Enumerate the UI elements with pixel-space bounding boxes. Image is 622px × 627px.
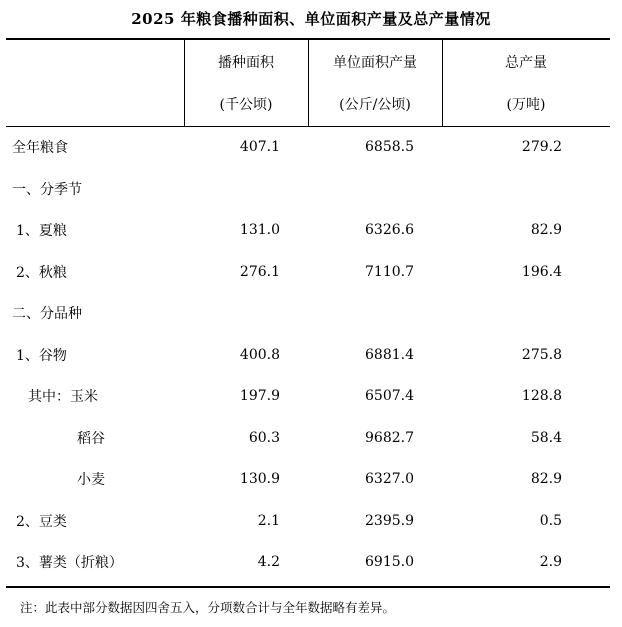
header-output-unit: (万吨) bbox=[506, 97, 546, 113]
cell-yield: 9682.7 bbox=[365, 429, 414, 446]
cell-output: 275.8 bbox=[521, 346, 562, 363]
cell-area: 407.1 bbox=[239, 139, 280, 155]
header-area: 播种面积 bbox=[218, 55, 274, 71]
table-row bbox=[6, 469, 610, 511]
cell-output: 0.5 bbox=[539, 512, 562, 529]
row-label: 稻谷 bbox=[77, 430, 105, 447]
cell-output: 279.2 bbox=[521, 139, 562, 155]
table-row bbox=[6, 179, 610, 221]
row-label: 一、分季节 bbox=[12, 181, 82, 198]
cell-area: 131.0 bbox=[239, 222, 280, 238]
header-output: 总产量 bbox=[505, 55, 547, 71]
header-yield-unit: (公斤/公顷) bbox=[339, 97, 411, 113]
cell-area: 60.3 bbox=[248, 429, 280, 446]
header-area-unit: (千公顷) bbox=[219, 97, 273, 113]
table-row bbox=[6, 552, 610, 594]
row-label: 1、夏粮 bbox=[16, 223, 67, 239]
cell-yield: 6326.6 bbox=[365, 222, 414, 238]
grain-table bbox=[6, 38, 610, 588]
cell-yield: 6858.5 bbox=[365, 139, 414, 155]
cell-area: 2.1 bbox=[257, 512, 280, 529]
cell-output: 58.4 bbox=[530, 429, 562, 446]
cell-area: 4.2 bbox=[257, 554, 280, 570]
table-title: 2025 年粮食播种面积、单位面积产量及总产量情况 bbox=[131, 10, 491, 28]
cell-yield: 6881.4 bbox=[365, 346, 414, 363]
cell-output: 128.8 bbox=[521, 388, 562, 404]
row-label: 2、豆类 bbox=[16, 513, 67, 530]
row-label: 小麦 bbox=[77, 472, 105, 488]
table-row bbox=[6, 137, 610, 179]
cell-yield: 2395.9 bbox=[365, 512, 414, 529]
cell-output: 82.9 bbox=[530, 471, 562, 487]
row-label: 其中：玉米 bbox=[28, 389, 98, 405]
table-row bbox=[6, 511, 610, 553]
row-label: 1、谷物 bbox=[16, 347, 67, 364]
table-row bbox=[6, 386, 610, 428]
table-row bbox=[6, 303, 610, 345]
table-row bbox=[6, 428, 610, 470]
cell-area: 197.9 bbox=[239, 388, 280, 404]
row-label: 3、薯类（折粮） bbox=[16, 555, 123, 571]
cell-yield: 7110.7 bbox=[365, 263, 414, 280]
row-label: 二、分品种 bbox=[12, 306, 82, 322]
cell-yield: 6915.0 bbox=[365, 554, 414, 570]
cell-output: 2.9 bbox=[539, 554, 562, 570]
footnote: 注：此表中部分数据因四舍五入，分项数合计与全年数据略有差异。 bbox=[20, 600, 396, 615]
row-label: 全年粮食 bbox=[12, 140, 68, 156]
cell-output: 82.9 bbox=[530, 222, 562, 238]
table-row bbox=[6, 262, 610, 304]
header-yield: 单位面积产量 bbox=[333, 55, 417, 71]
cell-area: 130.9 bbox=[239, 471, 280, 487]
cell-yield: 6507.4 bbox=[365, 388, 414, 404]
table-row bbox=[6, 345, 610, 387]
table-row bbox=[6, 220, 610, 262]
cell-area: 276.1 bbox=[239, 263, 280, 280]
cell-yield: 6327.0 bbox=[365, 471, 414, 487]
row-label: 2、秋粮 bbox=[16, 264, 67, 281]
cell-area: 400.8 bbox=[239, 346, 280, 363]
cell-output: 196.4 bbox=[521, 263, 562, 280]
header-divider bbox=[6, 126, 610, 127]
